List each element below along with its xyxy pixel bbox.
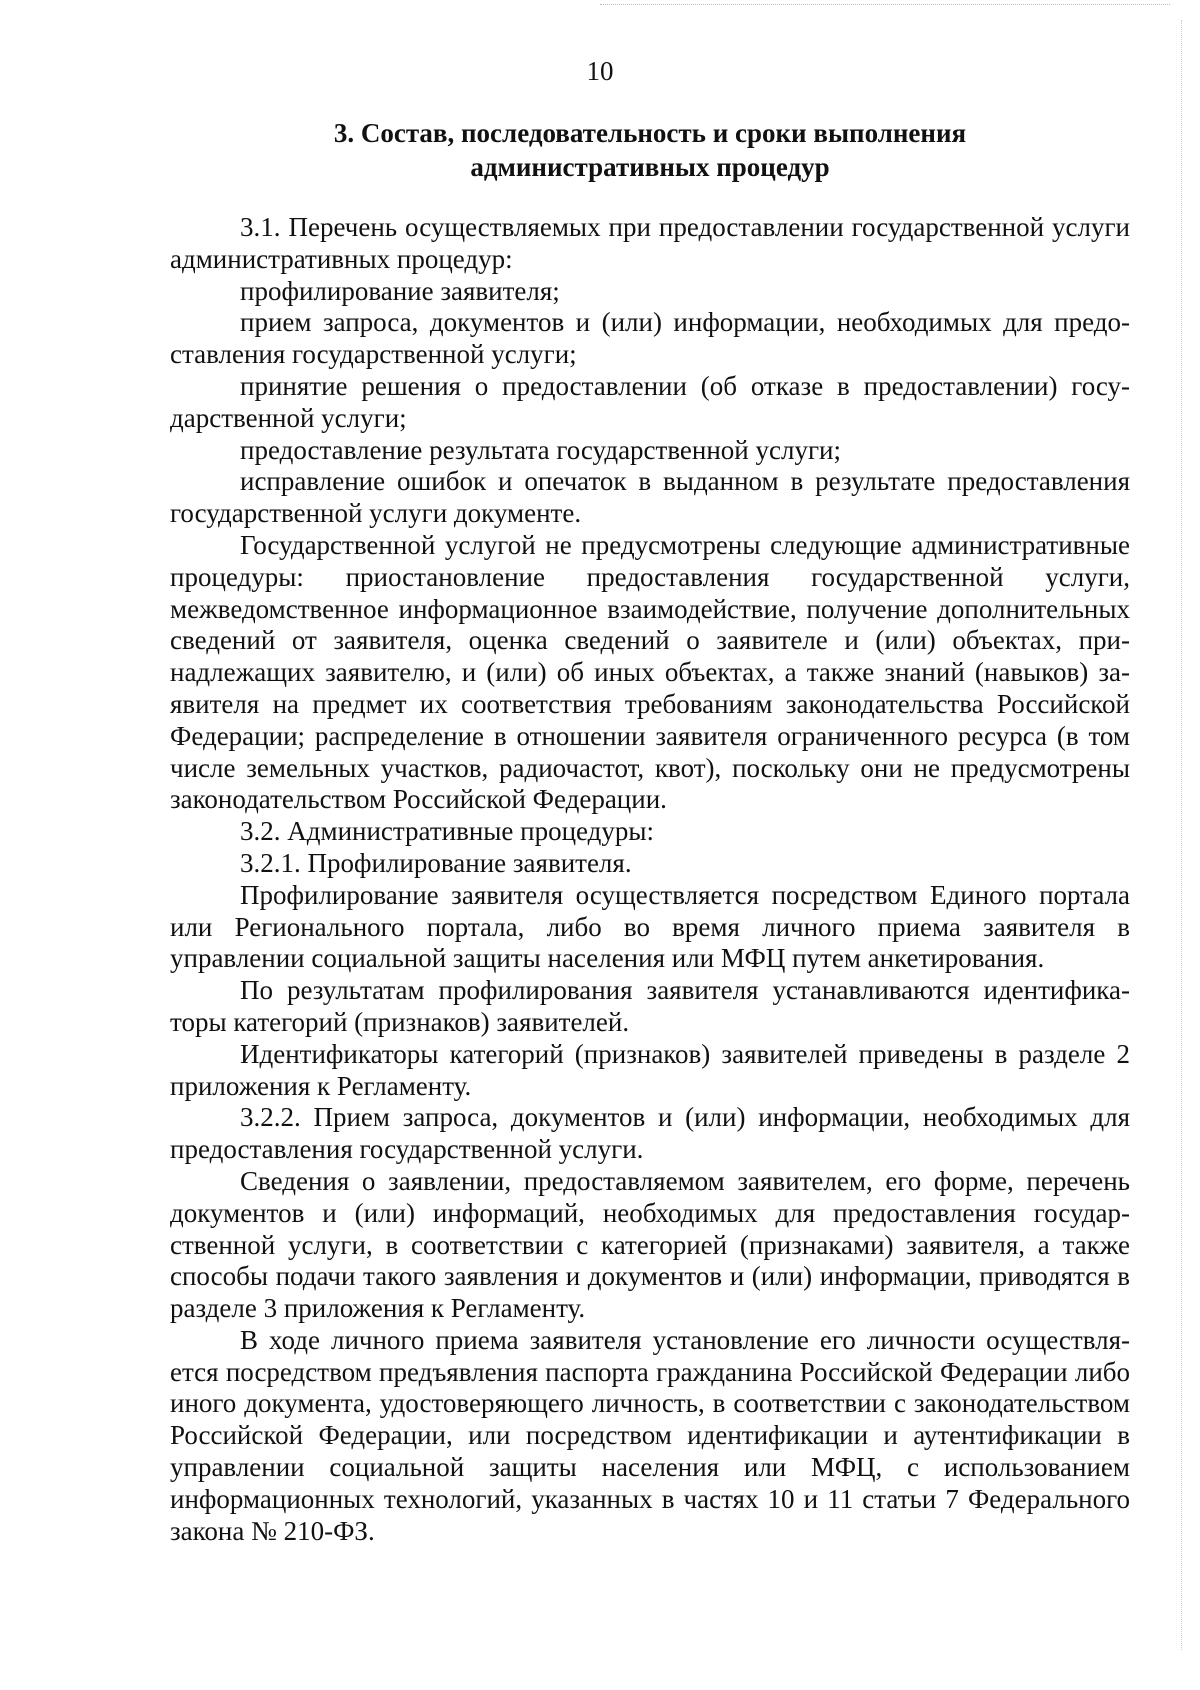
paragraph: В ходе личного приема заявителя установление его личности осуществляется посредством предъявления паспорта гражданина Российской Федерации либо иного документа, удостоверяющего личность, в соответствии с законодательством Российской Федерации, или посредством идентификации и аутентификации в управлении социальной защиты населения или МФЦ, с использованием информационных технологий, указанных в частях 10 и 11 статьи 7 Федерального закона № 210-ФЗ. <box>170 1324 1130 1546</box>
paragraph: Государственной услугой не предусмотрены следующие административные процедуры: приостановление предоставления государственной услуги, межведомственное информационное взаимодействие, получение дополнительных сведений от заявителя, оценка сведений о заявителе и (или) объектах, принадлежащих заявителю, и (или) об иных объектах, а также знаний (навыков) заявителя на предмет их соответствия требованиям законодательства Российской Федерации; распределение в отношении заявителя ограниченного ресурса (в том числе земельных участков, радиочастот, квот), поскольку они не предусмотрены законодательством Российской Федерации. <box>170 529 1130 815</box>
paragraph: Идентификаторы категорий (признаков) заявителей приведены в разделе 2 приложения к Регламенту. <box>170 1038 1130 1101</box>
paragraph: 3.2. Административные процедуры: <box>240 816 655 847</box>
body-text <box>170 212 1130 1547</box>
paragraph: принятие решения о предоставлении (об отказе в предоставлении) государственной услуги; <box>170 370 1130 433</box>
paragraph: предоставление результата государственной услуги; <box>240 434 841 465</box>
page-number: 10 <box>586 56 614 86</box>
paragraph: 3.2.1. Профилирование заявителя. <box>240 847 632 878</box>
paragraph: Профилирование заявителя осуществляется посредством Единого портала или Регионального портала, либо во время личного приема заявителя в управлении социальной защиты населения или МФЦ путем анкетирования. <box>170 879 1130 974</box>
paragraph: 3.1. Перечень осуществляемых при предоставлении государственной услуги административных процедур: <box>170 212 1130 274</box>
paragraph: профилирование заявителя; <box>240 275 560 306</box>
scan-edge-right <box>1181 20 1182 1650</box>
section-heading-line-1: 3. Состав, последовательность и сроки выполнения <box>333 118 967 148</box>
paragraph: прием запроса, документов и (или) информации, необходимых для предоставления государственной услуги; <box>170 307 1130 370</box>
section-heading <box>170 116 1130 184</box>
scan-edge-top <box>600 4 1170 5</box>
paragraph: По результатам профилирования заявителя устанавливаются идентификаторы категорий (признаков) заявителей. <box>170 975 1130 1037</box>
paragraph: исправление ошибок и опечаток в выданном в результате предоставления государственной услуги документе. <box>170 466 1130 529</box>
section-heading-line-2: административных процедур <box>470 152 830 182</box>
paragraph: 3.2.2. Прием запроса, документов и (или) информации, необходимых для предоставления государственной услуги. <box>170 1102 1130 1165</box>
paragraph: Сведения о заявлении, предоставляемом заявителем, его форме, перечень документов и (или) информаций, необходимых для предоставления государственной услуги, в соответствии с категорией (признаками) заявителя, а также способы подачи такого заявления и документов и (или) информации, приводятся в разделе 3 приложения к Регламенту. <box>170 1165 1130 1324</box>
